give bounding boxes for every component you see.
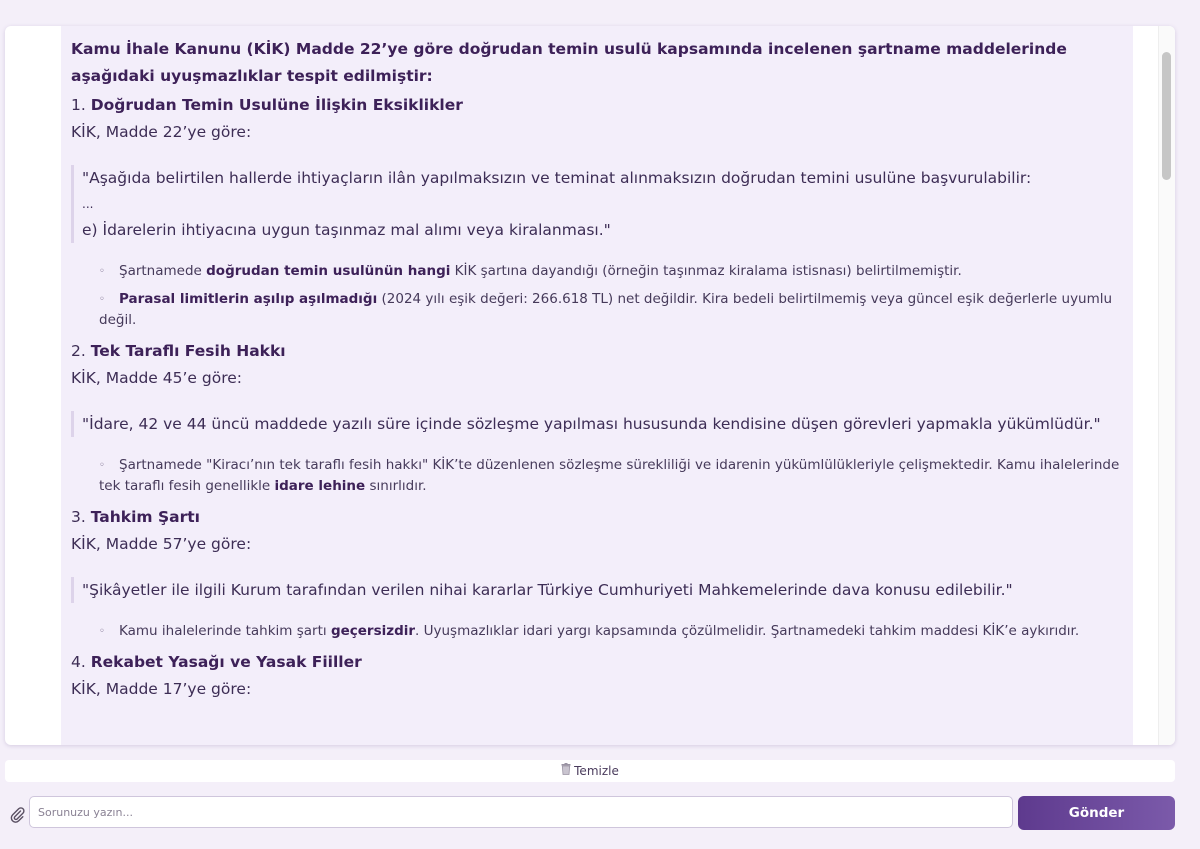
section-title: Doğrudan Temin Usulüne İlişkin Eksiklikler — [90, 96, 463, 114]
trash-icon — [561, 761, 571, 783]
law-reference: KİK, Madde 22’ye göre: — [71, 123, 252, 141]
law-quote — [71, 165, 1123, 243]
section-heading — [71, 338, 1123, 365]
bullet-marker: ◦ — [99, 460, 105, 471]
finding-text: Kamu ihalelerinde tahkim şartı — [119, 623, 331, 639]
clear-button[interactable] — [5, 760, 1175, 782]
finding-item — [99, 289, 1123, 331]
finding-list — [71, 621, 1123, 642]
finding-emphasis: Parasal limitlerin aşılıp aşılmadığı — [119, 291, 378, 307]
message-intro: Kamu İhale Kanunu (KİK) Madde 22’ye göre doğrudan temin usulü kapsamında incelenen şartname maddelerinde aşağıdaki uyuşmazlıklar tespit edilmiştir: — [71, 40, 1067, 85]
finding-text: (2024 yılı eşik değeri: 266.618 TL) net değildir. Kira bedeli belirtilmemiş veya güncel eşik değerlerle uyumlu değil. — [99, 291, 1113, 328]
law-reference: KİK, Madde 57’ye göre: — [71, 535, 252, 553]
clear-button-label: Temizle — [574, 764, 619, 778]
quote-line: e) İdarelerin ihtiyacına uygun taşınmaz mal alımı veya kiralanması." — [82, 221, 611, 239]
section-heading — [71, 649, 1123, 676]
scrollbar-thumb[interactable] — [1162, 52, 1171, 180]
finding-text: KİK şartına dayandığı (örneğin taşınmaz kiralama istisnası) belirtilmemiştir. — [450, 263, 962, 279]
finding-emphasis: doğrudan temin usulünün hangi — [206, 263, 451, 279]
send-button[interactable]: Gönder — [1018, 796, 1175, 830]
finding-emphasis: geçersizdir — [330, 623, 416, 639]
quote-line: "İdare, 42 ve 44 üncü maddede yazılı süre içinde sözleşme yapılması hususunda kendisine düşen görevleri yapmakla yükümlüdür." — [82, 415, 1101, 433]
law-quote — [71, 411, 1123, 437]
bullet-marker: ◦ — [99, 266, 105, 277]
law-reference: KİK, Madde 45’e göre: — [71, 369, 242, 387]
section-title: Tahkim Şartı — [90, 508, 200, 526]
finding-emphasis: idare lehine — [274, 478, 366, 494]
bullet-marker: ◦ — [99, 626, 105, 637]
paperclip-icon[interactable] — [8, 805, 26, 823]
finding-text: Şartnamede "Kiracı’nın tek taraflı fesih hakkı" KİK’te düzenlenen sözleşme sürekliliği ve idarenin yükümlülükleriyle çelişmektedir. Kamu ihalelerinde tek taraflı fesih genellikle — [99, 457, 1120, 494]
law-quote — [71, 577, 1123, 603]
bullet-marker: ◦ — [99, 294, 105, 305]
quote-line: "Şikâyetler ile ilgili Kurum tarafından verilen nihai kararlar Türkiye Cumhuriyeti Mahkemelerinde dava konusu edilebilir." — [82, 581, 1013, 599]
section-number: 2. — [71, 342, 86, 360]
quote-ellipsis: ... — [82, 197, 94, 211]
finding-list — [71, 261, 1123, 331]
quote-line: "Aşağıda belirtilen hallerde ihtiyaçların ilân yapılmaksızın ve teminat alınmaksızın doğrudan temini usulüne başvurulabilir: — [82, 169, 1032, 187]
finding-text: . Uyuşmazlıklar idari yargı kapsamında çözülmelidir. Şartnamedeki tahkim maddesi KİK’e aykırıdır. — [415, 623, 1080, 639]
finding-list — [71, 455, 1123, 497]
section-number: 4. — [71, 653, 86, 671]
finding-item — [99, 621, 1123, 642]
section-number: 1. — [71, 96, 86, 114]
section-heading — [71, 92, 1123, 119]
chat-panel — [5, 26, 1175, 745]
law-reference: KİK, Madde 17’ye göre: — [71, 680, 252, 698]
finding-text: Şartnamede — [119, 263, 207, 279]
assistant-message — [61, 26, 1133, 745]
section-number: 3. — [71, 508, 86, 526]
finding-text: sınırlıdır. — [365, 478, 427, 494]
section-title: Tek Taraflı Fesih Hakkı — [90, 342, 286, 360]
finding-item — [99, 261, 1123, 282]
finding-item — [99, 455, 1123, 497]
chat-scrollbar[interactable] — [1158, 26, 1175, 745]
question-input[interactable] — [29, 796, 1013, 828]
section-title: Rekabet Yasağı ve Yasak Fiiller — [90, 653, 362, 671]
message-content — [61, 26, 1133, 702]
section-heading — [71, 504, 1123, 531]
